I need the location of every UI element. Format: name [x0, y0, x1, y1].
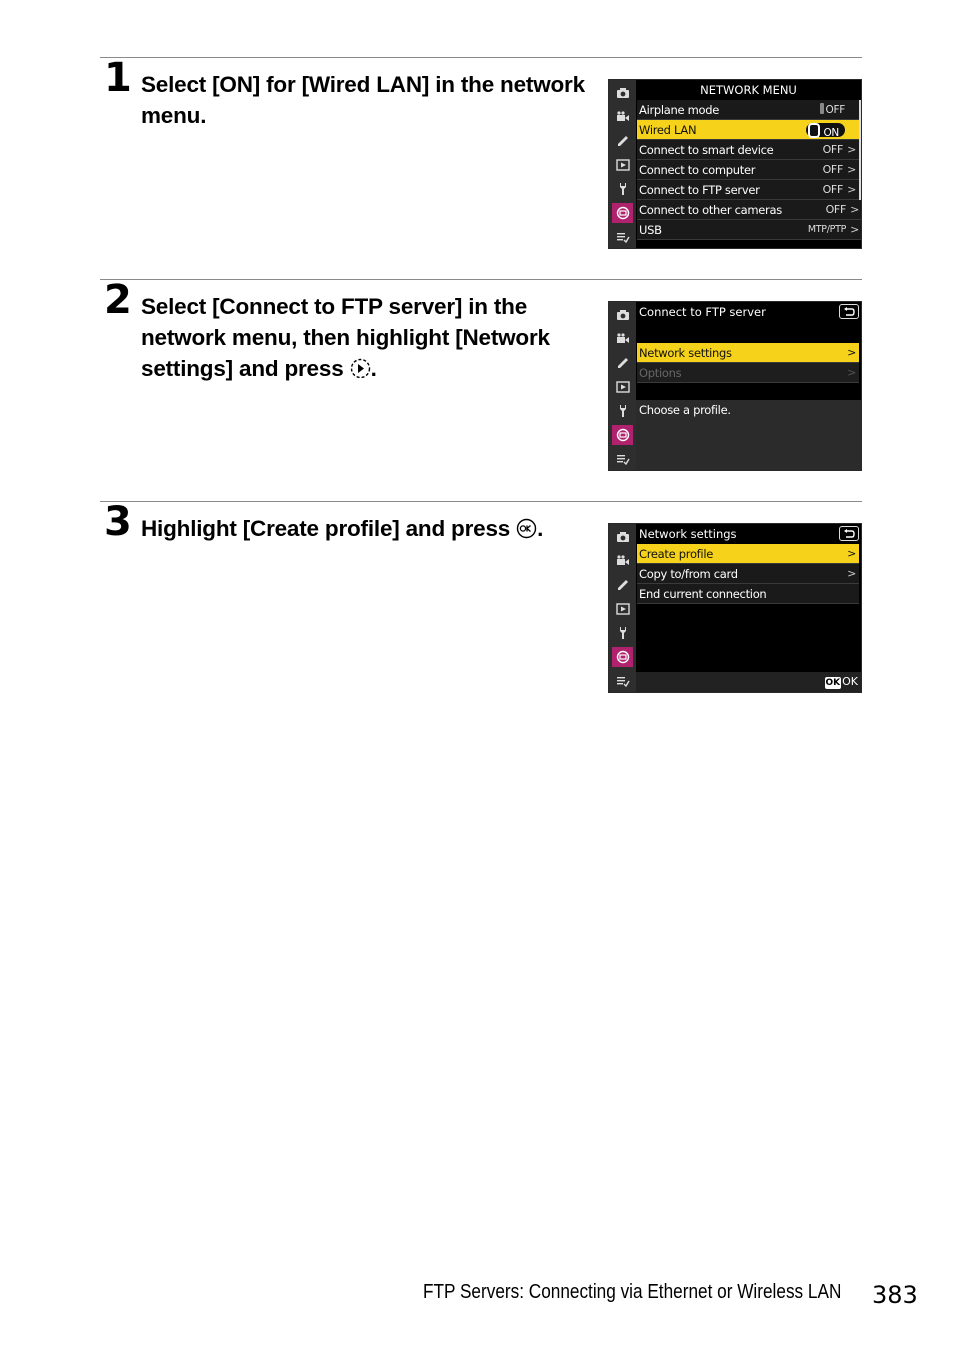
menu-item-value: OFF — [825, 203, 846, 216]
custom-settings-menu-icon[interactable] — [612, 575, 633, 595]
playback-menu-icon[interactable] — [612, 155, 633, 175]
photo-shooting-menu-icon[interactable] — [612, 527, 633, 547]
chevron-right-icon: > — [847, 163, 856, 176]
custom-settings-menu-icon[interactable] — [612, 353, 633, 373]
step-instruction: Select [ON] for [Wired LAN] in the network menu. — [141, 72, 585, 128]
my-menu-icon[interactable] — [612, 671, 633, 691]
help-text: Choose a profile. — [636, 400, 861, 470]
step-3 — [100, 501, 862, 701]
playback-menu-icon[interactable] — [612, 377, 633, 397]
menu-item-value: OFF — [822, 183, 843, 196]
video-recording-menu-icon[interactable] — [612, 329, 633, 349]
network-menu-icon[interactable] — [612, 647, 633, 667]
menu-item-label: Options — [639, 366, 682, 380]
chevron-right-icon: > — [847, 346, 856, 359]
chevron-right-icon: > — [847, 567, 856, 580]
menu-item-connect-smart-device[interactable] — [637, 140, 859, 160]
network-menu-icon[interactable] — [612, 203, 633, 223]
toggle-off: OFF — [820, 103, 845, 117]
camera-screen-network-menu — [608, 79, 862, 249]
photo-shooting-menu-icon[interactable] — [612, 83, 633, 103]
step-instruction-end: . — [537, 516, 544, 541]
screen-title: NETWORK MENU — [700, 83, 797, 97]
menu-item-label: Connect to FTP server — [639, 183, 760, 197]
back-arrow-icon — [843, 529, 855, 539]
my-menu-icon[interactable] — [612, 227, 633, 247]
network-menu-icon[interactable] — [612, 425, 633, 445]
menu-item-wired-lan[interactable] — [637, 120, 859, 140]
step-number: 2 — [104, 277, 132, 323]
video-recording-menu-icon[interactable] — [612, 107, 633, 127]
step-instruction-end: . — [370, 356, 377, 381]
step-instruction — [141, 291, 589, 384]
menu-item-label: Connect to computer — [639, 163, 756, 177]
menu-item-copy-to-from-card[interactable] — [637, 564, 859, 584]
custom-settings-menu-icon[interactable] — [612, 131, 633, 151]
ok-bar — [636, 672, 861, 692]
video-recording-menu-icon[interactable] — [612, 551, 633, 571]
camera-screen-connect-ftp — [608, 301, 862, 471]
back-button[interactable] — [839, 304, 859, 319]
chevron-right-icon: > — [847, 143, 856, 156]
menu-item-label: Copy to/from card — [639, 567, 738, 581]
menu-tab-bar — [609, 302, 636, 470]
menu-item-value: MTP/PTP — [807, 224, 846, 235]
menu-tab-bar — [609, 524, 636, 692]
menu-item-create-profile[interactable] — [637, 544, 859, 564]
step-number: 3 — [104, 499, 132, 545]
menu-item-network-settings[interactable] — [637, 343, 859, 363]
menu-item-label: Create profile — [639, 547, 713, 561]
photo-shooting-menu-icon[interactable] — [612, 305, 633, 325]
back-arrow-icon — [843, 307, 855, 317]
menu-item-value: OFF — [822, 143, 843, 156]
section-title: FTP Servers: Connecting via Ethernet or Wireless LAN — [423, 1281, 842, 1303]
ok-button-icon — [516, 518, 537, 539]
page-number: 383 — [872, 1281, 918, 1309]
chevron-right-icon: > — [847, 183, 856, 196]
multi-selector-right-icon — [350, 358, 371, 379]
toggle-on: ON — [806, 123, 845, 137]
chevron-right-icon: > — [850, 223, 859, 236]
menu-item-airplane-mode[interactable] — [637, 100, 859, 120]
menu-item-usb[interactable] — [637, 220, 862, 240]
setup-menu-icon[interactable] — [612, 623, 633, 643]
step-instruction-text: Highlight [Create profile] and press — [141, 516, 511, 541]
screen-title: Network settings — [639, 527, 737, 541]
menu-item-value: OFF — [822, 163, 843, 176]
ok-label: OK — [842, 675, 858, 688]
step-instruction-text: Select [Connect to FTP server] in the network menu, then highlight [Network settings] and press — [141, 294, 550, 381]
step-2 — [100, 279, 862, 479]
menu-item-label: Network settings — [639, 346, 732, 360]
ok-button[interactable] — [825, 675, 859, 689]
menu-item-connect-ftp-server[interactable] — [637, 180, 859, 200]
menu-item-options[interactable] — [637, 363, 859, 383]
back-button[interactable] — [839, 526, 859, 541]
step-instruction — [141, 513, 589, 544]
chevron-right-icon: > — [847, 366, 856, 379]
menu-item-label: Airplane mode — [639, 103, 720, 117]
chevron-right-icon: > — [850, 203, 859, 216]
menu-tab-bar — [609, 80, 636, 248]
step-1 — [100, 57, 862, 257]
setup-menu-icon[interactable] — [612, 401, 633, 421]
chevron-right-icon: > — [847, 547, 856, 560]
menu-item-end-current-connection[interactable] — [637, 584, 859, 604]
menu-item-label: Wired LAN — [639, 123, 697, 137]
playback-menu-icon[interactable] — [612, 599, 633, 619]
camera-screen-network-settings — [608, 523, 862, 693]
menu-item-label: Connect to other cameras — [639, 203, 782, 217]
menu-item-connect-other-cameras[interactable] — [637, 200, 862, 220]
screen-title: Connect to FTP server — [639, 305, 766, 319]
menu-item-connect-computer[interactable] — [637, 160, 859, 180]
step-number: 1 — [104, 55, 132, 101]
setup-menu-icon[interactable] — [612, 179, 633, 199]
ok-box-icon: OK — [825, 678, 841, 688]
my-menu-icon[interactable] — [612, 449, 633, 469]
menu-item-label: Connect to smart device — [639, 143, 774, 157]
menu-item-label: USB — [639, 223, 662, 237]
menu-item-label: End current connection — [639, 587, 767, 601]
